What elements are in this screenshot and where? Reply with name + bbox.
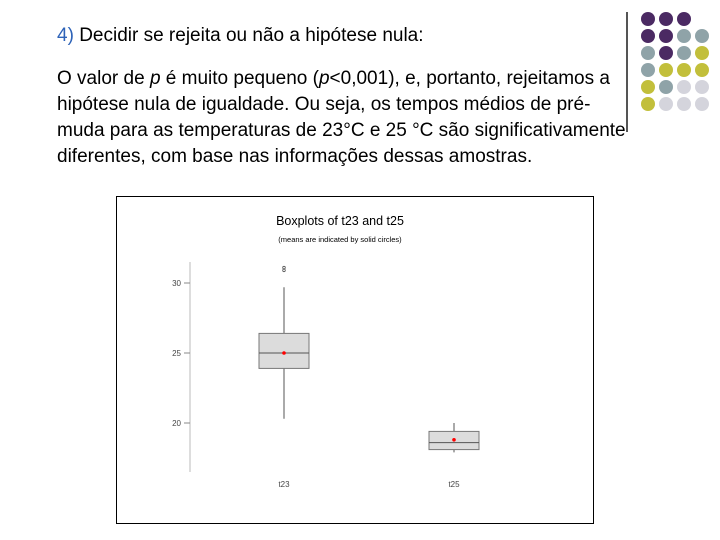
decorative-dot <box>677 80 691 94</box>
paragraph-p-symbol-1: p <box>149 68 161 89</box>
decorative-dot <box>641 12 655 26</box>
boxplot-chart <box>117 197 593 523</box>
decorative-dot <box>695 63 709 77</box>
decorative-dot <box>659 12 673 26</box>
decorative-dot <box>677 12 691 26</box>
y-tick-label: 20 <box>172 419 181 428</box>
decorative-dot <box>641 29 655 43</box>
decorative-dot <box>641 63 655 77</box>
decorative-dot <box>659 97 673 111</box>
decorative-dot <box>659 80 673 94</box>
outlier-marker <box>283 269 286 272</box>
outlier-marker <box>283 266 286 269</box>
boxplot-figure <box>116 196 594 524</box>
decorative-dot-grid <box>638 10 718 120</box>
decorative-dot <box>641 97 655 111</box>
decorative-dot <box>659 63 673 77</box>
decorative-dot <box>659 46 673 60</box>
decorative-dot <box>641 80 655 94</box>
heading-number: 4) <box>57 25 74 46</box>
decorative-dot <box>695 97 709 111</box>
decorative-dot <box>677 46 691 60</box>
chart-subtitle: (means are indicated by solid circles) <box>278 235 402 244</box>
x-category-label: t25 <box>448 480 460 489</box>
decorative-dot <box>695 80 709 94</box>
decorative-dot <box>641 46 655 60</box>
mean-dot <box>282 351 286 355</box>
mean-dot <box>452 438 456 442</box>
y-tick-label: 25 <box>172 349 181 358</box>
decorative-divider <box>626 12 628 132</box>
decorative-dot <box>677 63 691 77</box>
box-t23 <box>259 333 309 368</box>
decorative-dot <box>659 29 673 43</box>
decorative-dot <box>695 46 709 60</box>
paragraph-part-1: O valor de <box>57 68 150 89</box>
paragraph-part-3: <0,001), e, portanto, rejeitamos a hipótese nula de igualdade. Ou seja, os tempos médios de pré-muda para as temperaturas de 23°C e 25 °C são significativamente diferentes, com base nas informações dessas amostras. <box>57 68 626 167</box>
x-category-label: t23 <box>278 480 290 489</box>
decorative-dot <box>677 97 691 111</box>
heading-text: Decidir se rejeita ou não a hipótese nula: <box>79 25 424 46</box>
paragraph-part-2: é muito pequeno ( <box>160 68 319 89</box>
chart-title: Boxplots of t23 and t25 <box>276 214 404 228</box>
conclusion-paragraph <box>57 66 627 170</box>
decorative-dot <box>677 29 691 43</box>
slide-heading <box>57 25 424 47</box>
paragraph-p-symbol-2: p <box>318 68 330 89</box>
decorative-dot <box>695 29 709 43</box>
y-tick-label: 30 <box>172 279 181 288</box>
